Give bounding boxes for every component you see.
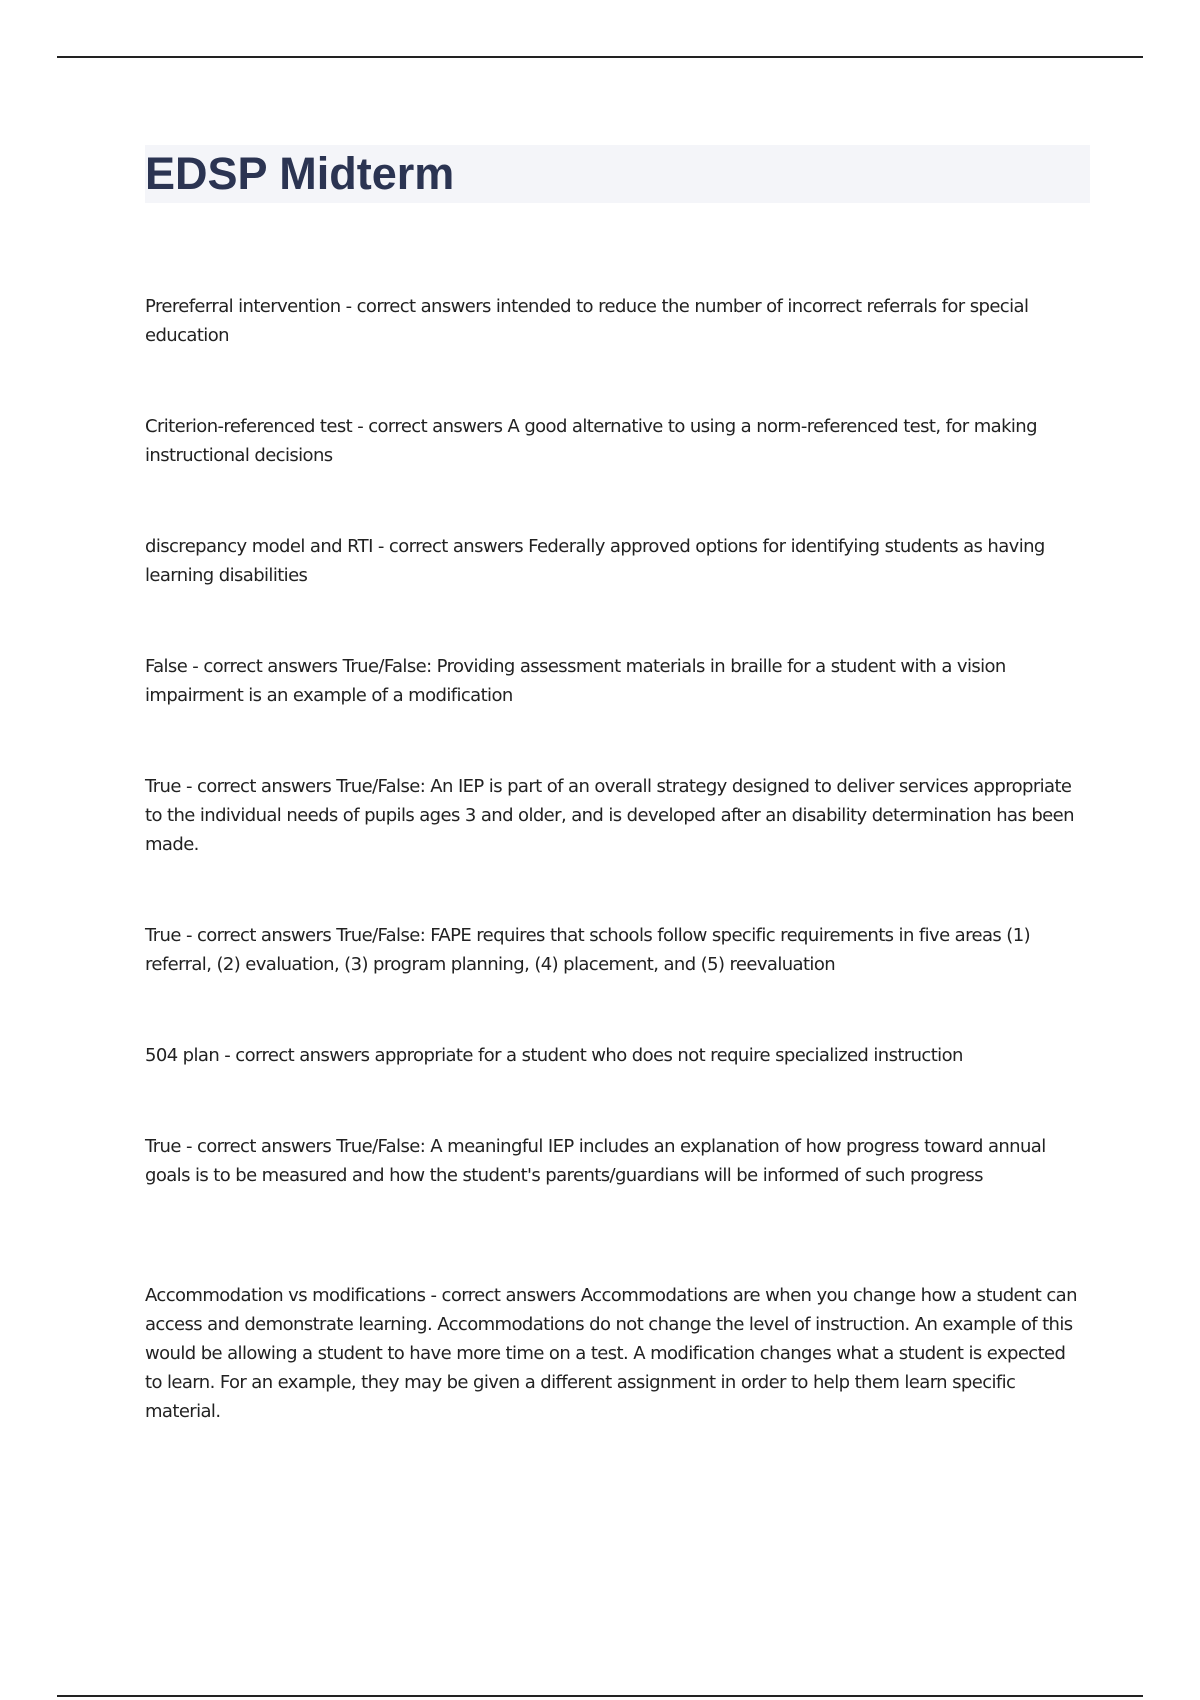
page-title: EDSP Midterm — [145, 148, 455, 199]
qa-entry-prereferral: Prereferral intervention - correct answers intended to reduce the number of incorrect referrals for special education — [145, 296, 1029, 346]
footer-rule — [57, 1695, 1143, 1697]
header-rule — [57, 56, 1143, 58]
qa-entry-criterion-referenced: Criterion-referenced test - correct answers A good alternative to using a norm-referenced test, for making instructional decisions — [145, 416, 1037, 466]
qa-entry-braille-modification: False - correct answers True/False: Providing assessment materials in braille for a student with a vision impairment is an example of a modification — [145, 656, 1006, 706]
qa-entry-504-plan: 504 plan - correct answers appropriate for a student who does not require specialized instruction — [145, 1045, 963, 1066]
qa-entry-discrepancy-model: discrepancy model and RTI - correct answers Federally approved options for identifying students as having learning disabilities — [145, 536, 1045, 586]
qa-entry-meaningful-iep: True - correct answers True/False: A meaningful IEP includes an explanation of how progress toward annual goals is to be measured and how the student's parents/guardians will be informed of such progress — [145, 1136, 1046, 1186]
qa-entry-iep-strategy: True - correct answers True/False: An IEP is part of an overall strategy designed to deliver services appropriate to the individual needs of pupils ages 3 and older, and is developed after an disability determination has been made. — [145, 776, 1074, 855]
qa-entry-fape: True - correct answers True/False: FAPE requires that schools follow specific requirements in five areas (1) referral, (2) evaluation, (3) program planning, (4) placement, and (5) reevaluation — [145, 925, 1030, 975]
qa-entry-accommodation-vs-modification: Accommodation vs modifications - correct answers Accommodations are when you change how a student can access and demonstrate learning. Accommodations do not change the level of instruction. An example of this would be allowing a student to have more time on a test. A modification changes what a student is expected to learn. For an example, they may be given a different assignment in order to help them learn specific material. — [145, 1285, 1077, 1422]
